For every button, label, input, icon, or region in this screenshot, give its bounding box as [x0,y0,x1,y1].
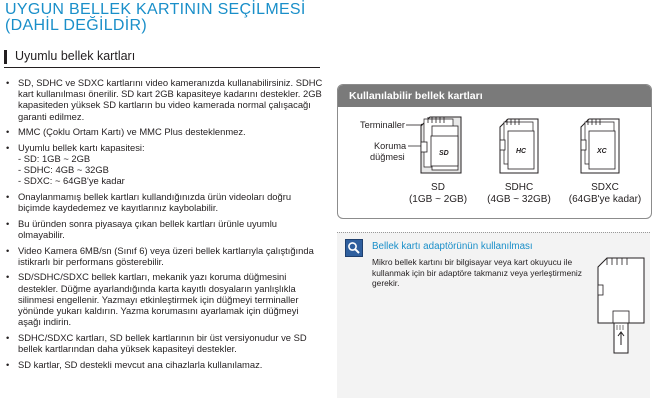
sdxc-range: (64GB'ye kadar) [568,194,642,205]
bullet-dot: • [6,191,10,202]
list-item [6,332,324,354]
protect-switch-label-line-2: düğmesi [370,152,405,162]
usable-cards-title: Kullanılabilir bellek kartları [349,90,483,102]
list-item-text: SD, SDHC ve SDXC kartlarını video kameranızda kullanabilirsiniz. SDHC kart kullanılması önerilir. SD kart 2GB kapasiteye kadarını destekler. 2GB kapasiteden yüksek SD kartların bu video kamerada normal çalışacağı garanti edilmez. [18,77,323,122]
bullet-dot: • [6,141,10,153]
bullet-dot: • [6,126,10,138]
page-title-line-1: UYGUN BELLEK KARTININ SEÇİLMESİ [5,1,306,18]
sd-card-icon [420,116,462,174]
sdhc-name: SDHC [504,182,534,193]
page-title-line-2: (DAHİL DEĞİLDİR) [5,17,148,34]
magnifier-icon [345,239,363,257]
sdxc-card-icon [580,118,620,174]
card-adapter-icon [597,257,645,357]
adapter-tip-box [337,232,650,398]
section-heading-bar [4,50,7,64]
list-item-text: Uyumlu bellek kartı kapasitesi: [18,141,145,153]
protect-switch-label-line-1: Koruma [374,141,407,151]
section-heading-text: Uyumlu bellek kartları [15,49,136,63]
sdhc-range: (4GB ~ 32GB) [487,194,551,205]
usable-cards-panel [337,84,652,219]
list-item-text: SD/SDHC/SDXC bellek kartları, mekanik yazı koruma düğmesini destekler. Düğme ayarlandığında karta kayıtlı dosyaların yanlışlıkla silinmesi engellenir. Yazmayı etkinleştirmek için düğmeyi terminaller yönünde yukarı kaldırın. Yazma korumasını ayarlamak için düğmeyi aşağı indirin. [18,271,299,328]
adapter-tip-title: Bellek kartı adaptörünün kullanılması [372,241,533,252]
list-item-text: Onaylanmamış bellek kartları kullandığınızda ürün videoları doğru biçimde kaydedemez ve kayıtlarınız kaybolabilir. [18,191,292,214]
sd-logo: SD [439,150,449,157]
bullet-list [6,77,324,374]
bullet-dot: • [6,358,10,370]
bullet-dot: • [6,77,10,88]
list-item [6,245,324,267]
list-item-text: MMC (Çoklu Ortam Kartı) ve MMC Plus desteklenmez. [18,126,246,138]
list-item-text: SD kartlar, SD destekli mevcut ana cihazlarla kullanılamaz. [18,358,263,370]
bullet-dot: • [6,331,10,343]
sd-name: SD [431,182,445,193]
list-item [6,359,324,370]
sdhc-logo: HC [516,148,527,155]
list-item-text: Bu üründen sonra piyasaya çıkan bellek kartları ürünle uyumlu olmayabilir. [18,217,277,240]
list-item [6,271,324,327]
sdxc-name: SDXC [591,182,619,193]
capacity-sd: - SD: 1GB ~ 2GB [18,153,91,164]
sdxc-logo: XC [597,148,607,155]
sd-range: (1GB ~ 2GB) [408,194,468,205]
adapter-tip-body: Mikro bellek kartını bir bilgisayar veya kart okuyucu ile kullanmak için bir adaptöre takmanız veya yerleştirmeniz gerekir. [372,257,582,289]
page-title [5,2,306,34]
capacity-sdhc: - SDHC: 4GB ~ 32GB [18,164,109,176]
list-item [6,191,324,213]
list-item [6,126,324,137]
list-item-text: Video Kamera 6MB/sn (Sınıf 6) veya üzeri bellek kartlarıyla çalıştığında istikrarlı bir performans gösterebilir. [18,244,314,267]
bullet-dot: • [6,244,10,256]
list-item [6,77,324,122]
section-heading [4,47,320,68]
list-item [6,142,324,187]
bullet-dot: • [6,271,10,283]
list-item [6,218,324,240]
bullet-dot: • [6,217,10,229]
terminals-label: Terminaller [360,120,405,130]
list-item-text: SDHC/SDXC kartları, SD bellek kartlarının bir üst versiyonudur ve SD bellek kartlarından daha yüksek kapasiteyi destekler. [18,331,307,354]
capacity-sdxc: - SDXC: ~ 64GB'ye kadar [18,175,125,187]
sdhc-card-icon [499,118,539,174]
